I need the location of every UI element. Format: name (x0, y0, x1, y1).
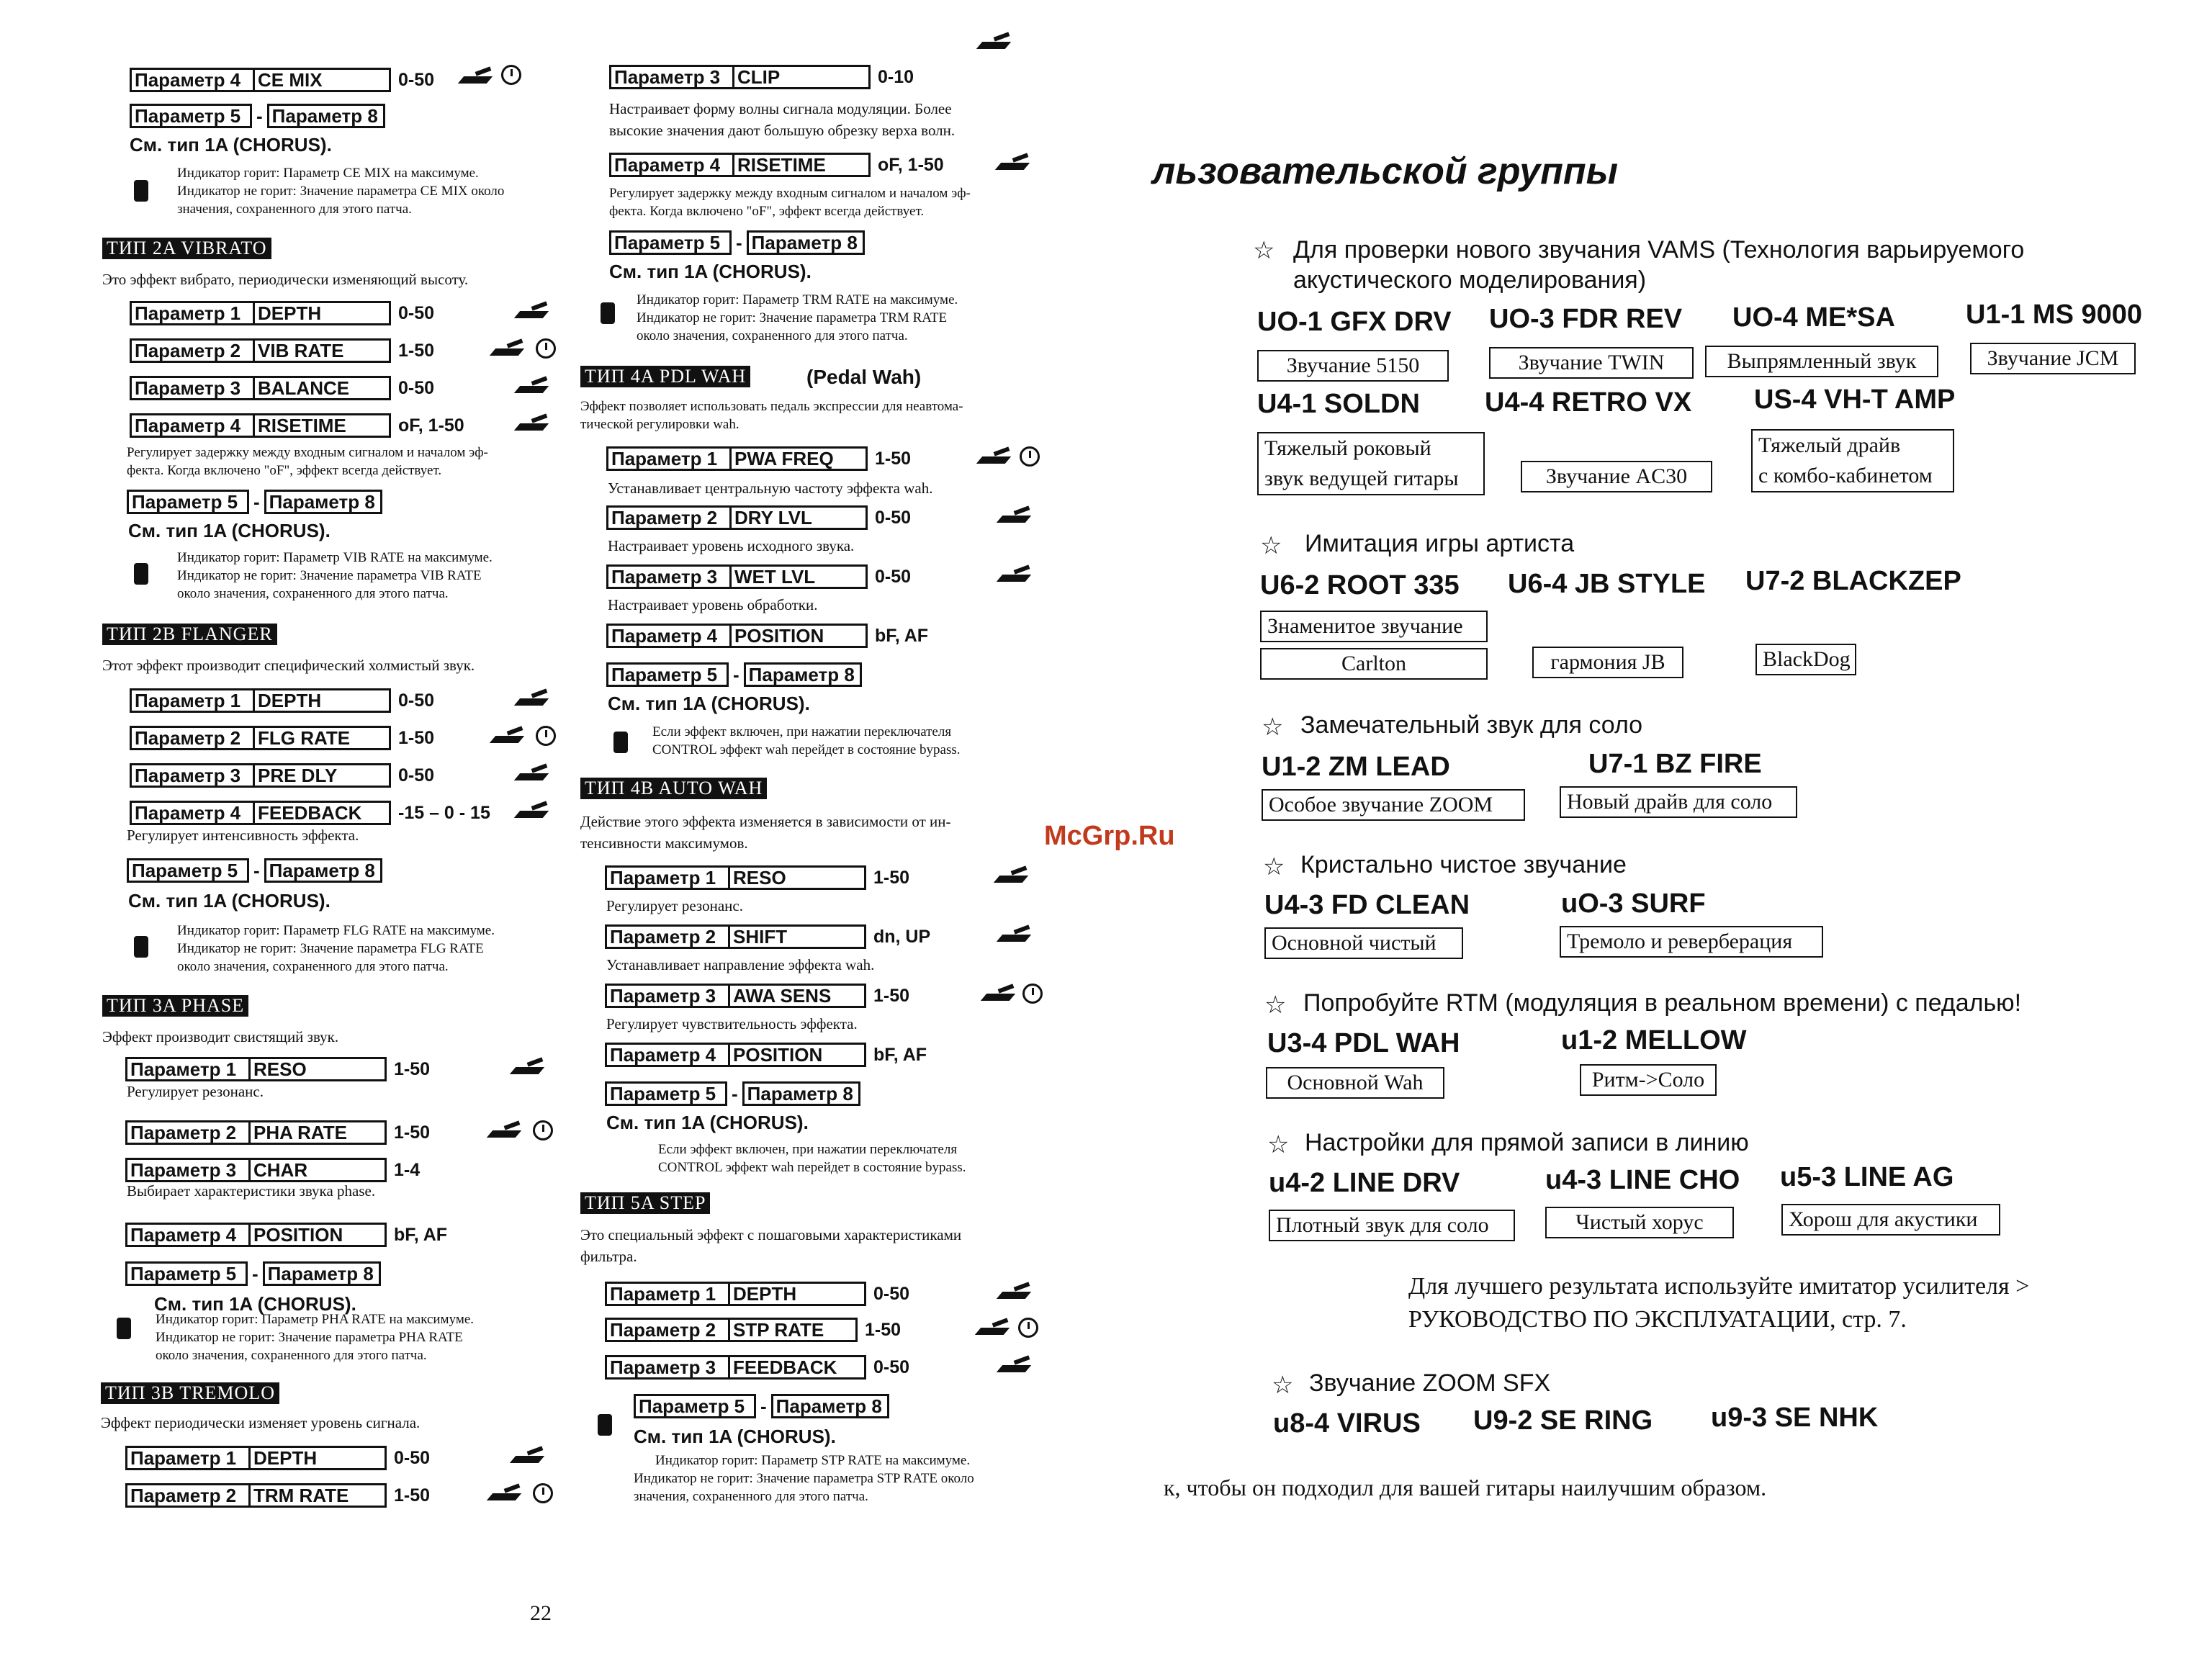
param-row: Параметр 1 DEPTH 0-50 (130, 688, 434, 714)
section-header: ТИП 3B TREMOLO (101, 1382, 279, 1404)
indicator-icon (601, 302, 615, 324)
section-title: Попробуйте RTM (модуляция в реальном времени) с педалью! (1303, 989, 2022, 1017)
section-header: ТИП 2A VIBRATO (102, 238, 271, 259)
param-row: Параметр 1 DEPTH 0-50 (125, 1446, 430, 1472)
param-note: Регулирует резонанс. (606, 897, 743, 914)
param-row: Параметр 4 FEEDBACK -15 – 0 - 15 (130, 801, 490, 827)
clock-icon (1020, 446, 1040, 467)
patch-name: U4-1 SOLDN (1257, 389, 1420, 419)
section-title: Звучание ZOOM SFX (1309, 1369, 1551, 1397)
patch-name: u4-2 LINE DRV (1269, 1168, 1460, 1198)
patch-description: Тяжелый драйв с комбо-кабинетом (1751, 429, 1954, 492)
section-title: Для проверки нового звучания VAMS (Технология варьируемого акустического моделирования) (1293, 236, 2025, 294)
clock-icon (1018, 1318, 1038, 1338)
section-desc: Действие этого эффекта изменяется в зависимости от ин- тенсивности максимумов. (580, 813, 951, 852)
patch-description: Звучание JCM (1970, 343, 2136, 374)
section-desc: Это эффект вибрато, периодически изменяющий высоту. (102, 271, 469, 288)
param-note: Регулирует резонанс. (127, 1083, 264, 1100)
param-note: Настраивает форму волны сигнала модуляции. Более высокие значения дают большую обрезку верха волн. (609, 100, 956, 139)
patch-description: Тяжелый роковый звук ведущей гитары (1257, 432, 1485, 495)
param-row: Параметр 4 RISETIME oF, 1-50 (609, 153, 944, 179)
param-range-row: Параметр 5 - Параметр 8 (606, 662, 862, 688)
param-row: Параметр 4 RISETIME oF, 1-50 (130, 413, 464, 439)
pedal-icon (999, 1284, 1030, 1299)
patch-name: u5-3 LINE AG (1780, 1162, 1954, 1192)
param-row: Параметр 2 PHA RATE 1-50 (125, 1120, 430, 1146)
param-value: CE MIX (253, 68, 391, 92)
param-row: Параметр 1 RESO 1-50 (605, 865, 909, 891)
star-icon: ☆ (1253, 238, 1275, 264)
indicator-note: Индикатор горит: Параметр TRM RATE на максимуме. Индикатор не горит: Значение параметра TRM RATE около значения, сохраненного для этого патча. (637, 292, 958, 343)
section-subheader: (Pedal Wah) (806, 366, 922, 388)
page-number: 22 (530, 1601, 552, 1625)
tip-note: Для лучшего результата используйте имитатор усилителя > РУКОВОДСТВО ПО ЭКСПЛУАТАЦИИ, стр. 7. (1408, 1273, 2030, 1333)
param-note: Регулирует интенсивность эффекта. (127, 827, 359, 844)
patch-description: Знаменитое звучание (1260, 611, 1488, 642)
star-icon: ☆ (1263, 854, 1285, 881)
param-range-row: Параметр 5 - Параметр 8 (125, 1261, 381, 1287)
param-row: Параметр 2 SHIFT dn, UP (605, 924, 930, 950)
indicator-icon (134, 180, 148, 202)
patch-name: U1-1 MS 9000 (1966, 300, 2143, 330)
star-icon: ☆ (1264, 992, 1287, 1019)
param-row: Параметр 4 POSITION bF, AF (606, 624, 928, 649)
watermark: McGrp.Ru (1044, 821, 1175, 851)
pedal-icon (517, 804, 547, 818)
param-note: Выбирает характеристики звука phase. (127, 1182, 376, 1200)
clock-icon (536, 726, 556, 746)
param-row: Параметр 1 DEPTH 0-50 (130, 301, 434, 327)
pedal-icon (979, 449, 1010, 464)
patch-name: U3-4 PDL WAH (1267, 1028, 1460, 1058)
param-name: Параметр 5 (130, 104, 252, 128)
patch-name: U6-2 ROOT 335 (1260, 570, 1460, 600)
indicator-note: Индикатор горит: Параметр CE MIX на максимуме. Индикатор не горит: Значение параметра CE MIX около значения, сохраненного для этого патча. (177, 166, 505, 217)
see-reference: См. тип 1A (CHORUS). (608, 693, 810, 714)
patch-description: Звучание 5150 (1257, 350, 1449, 382)
patch-name: uO-3 SURF (1561, 888, 1706, 919)
patch-description: Плотный звук для соло (1269, 1210, 1515, 1241)
pedal-icon (517, 416, 547, 431)
star-icon: ☆ (1260, 533, 1282, 559)
see-reference: См. тип 1A (CHORUS). (128, 890, 331, 912)
patch-description: Чистый хорус (1545, 1207, 1734, 1238)
section-title: Настройки для прямой записи в линию (1305, 1129, 1749, 1156)
pedal-icon (490, 1123, 520, 1138)
patch-name: u8-4 VIRUS (1273, 1408, 1421, 1439)
pedal-icon (490, 1486, 520, 1500)
section-header: ТИП 2B FLANGER (102, 624, 277, 645)
section-title: Имитация игры артиста (1305, 530, 1575, 557)
patch-name: U4-4 RETRO VX (1485, 387, 1692, 418)
param-note: Регулирует задержку между входным сигналом и началом эф- фекта. Когда включено "oF", эффект всегда действует. (127, 445, 488, 478)
patch-description: BlackDog (1755, 644, 1856, 675)
clock-icon (1022, 984, 1043, 1004)
param-row: Параметр 3 CLIP 0-10 (609, 65, 914, 91)
param-range-row: Параметр 5 - Параметр 8 (127, 858, 382, 884)
patch-name: US-4 VH-T AMP (1754, 384, 1956, 415)
patch-name: U7-1 BZ FIRE (1588, 749, 1762, 779)
indicator-icon (117, 1318, 131, 1339)
pedal-icon (517, 691, 547, 706)
clock-icon (533, 1120, 553, 1140)
pedal-icon (517, 379, 547, 393)
pedal-icon (999, 927, 1030, 942)
section-desc: Эффект позволяет использовать педаль экспрессии для неавтома- тической регулировки wah. (580, 399, 963, 432)
param-note: Регулирует чувствительность эффекта. (606, 1015, 858, 1032)
param-range: 0-50 (398, 69, 435, 90)
param-row: Параметр 1 DEPTH 0-50 (605, 1282, 909, 1308)
indicator-note: Индикатор горит: Параметр FLG RATE на максимуме. Индикатор не горит: Значение параметра FLG RATE около значения, сохраненного для этого патча. (177, 923, 495, 974)
pedal-icon (979, 35, 1010, 49)
param-range-row: Параметр 5 - Параметр 8 (130, 104, 385, 130)
see-reference: См. тип 1A (CHORUS). (130, 134, 332, 156)
param-row: Параметр 1 PWA FREQ 1-50 (606, 446, 911, 472)
patch-description: Основной Wah (1266, 1067, 1444, 1099)
indicator-icon (598, 1414, 612, 1436)
section-desc: Эффект производит свистящий звук. (102, 1028, 339, 1045)
pedal-icon (999, 567, 1030, 582)
indicator-note: Если эффект включен, при нажатии переключателя CONTROL эффект wah перейдет в состояние bypass. (652, 724, 961, 757)
patch-description: Звучание AC30 (1521, 461, 1712, 492)
patch-description: Хорош для акустики (1781, 1204, 2000, 1236)
indicator-icon (134, 936, 148, 958)
param-row: Параметр 4 POSITION bF, AF (125, 1223, 447, 1248)
param-range-row: Параметр 5 - Параметр 8 (634, 1394, 889, 1420)
param-row: Параметр 2 DRY LVL 0-50 (606, 505, 911, 531)
param-row: Параметр 3 WET LVL 0-50 (606, 564, 911, 590)
param-name: Параметр 8 (267, 104, 385, 128)
clock-icon (536, 338, 556, 359)
pedal-icon (461, 69, 491, 84)
param-row: Параметр 3 FEEDBACK 0-50 (605, 1355, 909, 1381)
param-note: Регулирует задержку между входным сигналом и началом эф- фекта. Когда включено "oF", эффект всегда действует. (609, 186, 971, 219)
param-note: Устанавливает направление эффекта wah. (606, 956, 875, 973)
patch-description: гармония JB (1532, 647, 1683, 678)
section-desc: Это специальный эффект с пошаговыми характеристиками фильтра. (580, 1226, 962, 1265)
pedal-icon (493, 341, 523, 356)
patch-name: u4-3 LINE CHO (1545, 1165, 1740, 1195)
patch-name: UO-1 GFX DRV (1257, 307, 1452, 337)
pedal-icon (984, 986, 1014, 1001)
param-row: Параметр 2 FLG RATE 1-50 (130, 726, 434, 752)
pedal-icon (999, 508, 1030, 523)
indicator-note: Индикатор горит: Параметр STP RATE на максимуме. Индикатор не горит: Значение параметра STP RATE около значения, сохраненного для этого патча. (634, 1453, 974, 1504)
pedal-icon (493, 729, 523, 743)
patch-description: Новый драйв для соло (1560, 786, 1797, 818)
page-title: льзовательской группы (1152, 150, 1619, 192)
indicator-icon (613, 732, 628, 753)
param-row: Параметр 1 RESO 1-50 (125, 1057, 430, 1083)
indicator-note: Индикатор горит: Параметр PHA RATE на максимуме. Индикатор не горит: Значение параметра PHA RATE около значения, сохраненного для этого патча. (156, 1312, 475, 1363)
param-row: Параметр 2 VIB RATE 1-50 (130, 338, 434, 364)
see-reference: См. тип 1A (CHORUS). (606, 1112, 809, 1133)
see-reference: См. тип 1A (CHORUS). (128, 520, 331, 541)
section-title: Кристально чистое звучание (1300, 851, 1627, 878)
pedal-icon (999, 1358, 1030, 1372)
param-note: Настраивает уровень обработки. (608, 596, 818, 613)
patch-description: Ритм->Соло (1580, 1064, 1717, 1096)
param-row: Параметр 2 TRM RATE 1-50 (125, 1483, 430, 1509)
patch-description: Выпрямленный звук (1705, 346, 1938, 377)
patch-description: Тремоло и реверберация (1560, 926, 1823, 958)
pedal-icon (513, 1060, 543, 1074)
section-header: ТИП 5A STEP (580, 1192, 710, 1214)
pedal-icon (978, 1320, 1008, 1335)
section-header: ТИП 4A PDL WAH (580, 366, 750, 387)
clock-icon (533, 1483, 553, 1503)
param-name: Параметр 4 (130, 68, 255, 92)
patch-name: U7-2 BLACKZEP (1745, 566, 1961, 596)
clock-icon (501, 65, 521, 85)
param-note: Настраивает уровень исходного звука. (608, 537, 855, 554)
param-row: Параметр 3 AWA SENS 1-50 (605, 984, 909, 1009)
param-row: Параметр 3 PRE DLY 0-50 (130, 763, 434, 789)
star-icon: ☆ (1262, 714, 1284, 741)
patch-name: UO-3 FDR REV (1489, 304, 1683, 334)
star-icon: ☆ (1267, 1132, 1290, 1158)
pedal-icon (517, 304, 547, 318)
indicator-icon (134, 563, 148, 585)
patch-name: U4-3 FD CLEAN (1264, 890, 1470, 920)
param-row: Параметр 3 CHAR 1-4 (125, 1158, 420, 1184)
patch-name: UO-4 ME*SA (1732, 302, 1895, 333)
patch-name: u1-2 MELLOW (1561, 1025, 1747, 1056)
param-note: Устанавливает центральную частоту эффекта wah. (608, 480, 933, 497)
section-desc: Эффект периодически изменяет уровень сигнала. (101, 1414, 421, 1431)
param-range-row: Параметр 5 - Параметр 8 (605, 1081, 860, 1107)
patch-name: U1-2 ZM LEAD (1262, 752, 1450, 782)
section-title: Замечательный звук для соло (1300, 711, 1643, 739)
pedal-icon (998, 156, 1028, 170)
param-range-row: Параметр 5 - Параметр 8 (609, 230, 865, 256)
pedal-icon (997, 868, 1027, 883)
star-icon: ☆ (1272, 1372, 1294, 1399)
patch-description: Особое звучание ZOOM (1262, 789, 1525, 821)
pedal-icon (517, 766, 547, 780)
param-row: Параметр 3 BALANCE 0-50 (130, 376, 434, 402)
param-row: Параметр 4 POSITION bF, AF (605, 1043, 927, 1068)
param-row: Параметр 2 STP RATE 1-50 (605, 1318, 901, 1344)
pedal-icon (513, 1449, 543, 1463)
patch-description: Основной чистый (1264, 927, 1463, 959)
patch-name: U6-4 JB STYLE (1508, 569, 1706, 599)
param-row (130, 68, 434, 94)
section-header: ТИП 3A PHASE (102, 995, 248, 1017)
patch-name: U9-2 SE RING (1473, 1405, 1653, 1436)
see-reference: См. тип 1A (CHORUS). (634, 1426, 836, 1447)
footer-text: к, чтобы он подходил для вашей гитары наилучшим образом. (1164, 1475, 1767, 1500)
section-desc: Этот эффект производит специфический холмистый звук. (102, 657, 475, 674)
section-header: ТИП 4B AUTO WAH (580, 778, 767, 799)
indicator-note: Если эффект включен, при нажатии переключателя CONTROL эффект wah перейдет в состояние bypass. (658, 1142, 966, 1175)
patch-description: Carlton (1260, 648, 1488, 680)
see-reference: См. тип 1A (CHORUS). (609, 261, 811, 282)
patch-name: u9-3 SE NHK (1711, 1403, 1879, 1433)
patch-description: Звучание TWIN (1489, 347, 1694, 379)
indicator-note: Индикатор горит: Параметр VIB RATE на максимуме. Индикатор не горит: Значение параметра VIB RATE около значения, сохраненного для этого патча. (177, 550, 493, 601)
see-reference: См. тип 1A (CHORUS). (154, 1293, 356, 1315)
param-range-row: Параметр 5 - Параметр 8 (127, 490, 382, 516)
